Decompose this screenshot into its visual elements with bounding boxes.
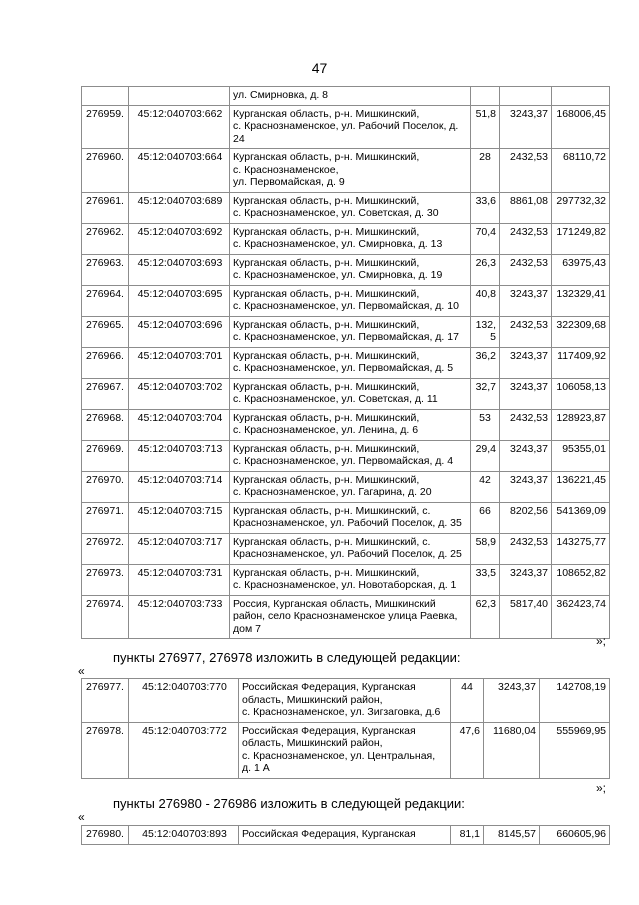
area-cell: 40,8 xyxy=(471,285,500,316)
address-line: с. Краснознаменское, ул. Первомайская, д. 4 xyxy=(233,455,454,467)
address-line: Российская Федерация, Курганская xyxy=(242,724,416,737)
value-cell: 128923,87 xyxy=(552,409,610,440)
price-cell: 2432,53 xyxy=(500,316,552,347)
address-line: Курганская область, р-н. Мишкинский, xyxy=(233,151,420,163)
address-cell xyxy=(230,149,471,193)
value-cell: 63975,43 xyxy=(552,254,610,285)
amendment-paragraph: пункты 276980 - 276986 изложить в следующей редакции: xyxy=(113,796,465,811)
cadastral-number-cell: 45:12:040703:696 xyxy=(129,316,230,347)
cadastral-number-cell xyxy=(129,87,230,106)
address-cell xyxy=(230,223,471,254)
cadastral-number-cell: 45:12:040703:704 xyxy=(129,409,230,440)
address-line: Курганская область, р-н. Мишкинский, с. xyxy=(233,504,431,517)
address-line: область, Мишкинский район, xyxy=(242,737,383,749)
item-number-cell: 276967. xyxy=(82,378,129,409)
value-cell: 68110,72 xyxy=(552,149,610,193)
cadastral-number-cell: 45:12:040703:731 xyxy=(129,564,230,595)
address-cell xyxy=(239,679,451,723)
address-line: Российская Федерация, Курганская xyxy=(242,828,416,840)
address-line: Курганская область, р-н. Мишкинский, xyxy=(233,380,420,393)
cadastral-number-cell: 45:12:040703:664 xyxy=(129,149,230,193)
area-cell xyxy=(471,87,500,106)
cadastral-number-cell: 45:12:040703:695 xyxy=(129,285,230,316)
address-line: с. Краснознаменское, xyxy=(233,163,339,176)
address-cell xyxy=(230,595,471,639)
area-cell: 28 xyxy=(471,149,500,193)
item-number-cell: 276972. xyxy=(82,533,129,564)
cadastral-number-cell: 45:12:040703:662 xyxy=(129,105,230,149)
price-cell: 5817,40 xyxy=(500,595,552,639)
area-cell: 62,3 xyxy=(471,595,500,639)
address-line: с. Краснознаменское, ул. Зигзаговка, д.6 xyxy=(242,706,441,718)
area-cell: 58,9 xyxy=(471,533,500,564)
address-line: Курганская область, р-н. Мишкинский, xyxy=(233,566,420,579)
address-cell xyxy=(230,254,471,285)
closing-quote-mark: »; xyxy=(596,634,607,648)
address-cell xyxy=(230,378,471,409)
table-row xyxy=(82,316,610,347)
address-line: Курганская область, р-н. Мишкинский, xyxy=(233,473,420,486)
price-cell: 2432,53 xyxy=(500,149,552,193)
address-line: Курганская область, р-н. Мишкинский, xyxy=(233,225,420,238)
table-row xyxy=(82,378,610,409)
table-row xyxy=(82,347,610,378)
address-cell xyxy=(230,316,471,347)
address-cell xyxy=(230,347,471,378)
price-cell: 2432,53 xyxy=(500,409,552,440)
table-row xyxy=(82,502,610,533)
table-row xyxy=(82,679,610,723)
value-cell: 555969,95 xyxy=(540,722,610,778)
area-cell: 53 xyxy=(471,409,500,440)
value-cell: 106058,13 xyxy=(552,378,610,409)
cadastral-number-cell: 45:12:040703:693 xyxy=(129,254,230,285)
price-cell xyxy=(500,87,552,106)
item-number-cell xyxy=(82,87,129,106)
address-line: с. Краснознаменское, ул. Первомайская, д. 5 xyxy=(233,362,454,374)
price-cell: 3243,37 xyxy=(500,440,552,471)
address-line: Курганская область, р-н. Мишкинский, xyxy=(233,287,420,300)
address-cell xyxy=(230,285,471,316)
address-cell xyxy=(230,471,471,502)
value-cell: 171249,82 xyxy=(552,223,610,254)
item-number-cell: 276980. xyxy=(82,826,129,845)
address-line: Курганская область, р-н. Мишкинский, xyxy=(233,256,420,269)
area-cell: 70,4 xyxy=(471,223,500,254)
property-table-1 xyxy=(81,86,610,639)
item-number-cell: 276960. xyxy=(82,149,129,193)
opening-quote-mark: « xyxy=(78,664,85,678)
table-row xyxy=(82,254,610,285)
price-cell: 2432,53 xyxy=(500,533,552,564)
address-line: область, Мишкинский район, xyxy=(242,693,383,706)
table-row xyxy=(82,87,610,106)
cadastral-number-cell: 45:12:040703:733 xyxy=(129,595,230,639)
item-number-cell: 276978. xyxy=(82,722,129,778)
table-row xyxy=(82,192,610,223)
table-row xyxy=(82,105,610,149)
address-cell xyxy=(239,826,451,845)
price-cell: 2432,53 xyxy=(500,254,552,285)
cadastral-number-cell: 45:12:040703:715 xyxy=(129,502,230,533)
opening-quote-mark: « xyxy=(78,810,85,824)
address-line: с. Краснознаменское, ул. Центральная, xyxy=(242,749,436,762)
price-cell: 11680,04 xyxy=(484,722,540,778)
property-table-2 xyxy=(81,678,610,779)
cadastral-number-cell: 45:12:040703:714 xyxy=(129,471,230,502)
area-cell: 36,2 xyxy=(471,347,500,378)
table-row xyxy=(82,471,610,502)
value-cell: 541369,09 xyxy=(552,502,610,533)
address-cell xyxy=(230,440,471,471)
area-cell: 81,1 xyxy=(451,826,484,845)
area-cell: 47,6 xyxy=(451,722,484,778)
area-cell: 132, 5 xyxy=(471,316,500,347)
value-cell: 297732,32 xyxy=(552,192,610,223)
value-cell: 132329,41 xyxy=(552,285,610,316)
area-cell: 42 xyxy=(471,471,500,502)
address-line: с. Краснознаменское, ул. Советская, д. 11 xyxy=(233,393,438,405)
address-line: ул. Смирновка, д. 8 xyxy=(233,89,329,101)
price-cell: 3243,37 xyxy=(500,471,552,502)
cadastral-number-cell: 45:12:040703:713 xyxy=(129,440,230,471)
address-line: Курганская область, р-н. Мишкинский, xyxy=(233,318,420,331)
price-cell: 8145,57 xyxy=(484,826,540,845)
table-row xyxy=(82,409,610,440)
address-line: д. 1 А xyxy=(242,762,270,774)
address-line: с. Краснознаменское, ул. Гагарина, д. 20 xyxy=(233,486,432,498)
cadastral-number-cell: 45:12:040703:702 xyxy=(129,378,230,409)
area-cell: 29,4 xyxy=(471,440,500,471)
table-row xyxy=(82,533,610,564)
address-cell xyxy=(230,502,471,533)
address-line: Курганская область, р-н. Мишкинский, xyxy=(233,107,420,120)
cadastral-number-cell: 45:12:040703:701 xyxy=(129,347,230,378)
address-cell xyxy=(230,192,471,223)
address-line: район, село Краснознаменское улица Раевка, xyxy=(233,610,458,622)
item-number-cell: 276973. xyxy=(82,564,129,595)
item-number-cell: 276968. xyxy=(82,409,129,440)
item-number-cell: 276974. xyxy=(82,595,129,639)
address-line: Курганская область, р-н. Мишкинский, xyxy=(233,442,420,455)
address-line: Россия, Курганская область, Мишкинский xyxy=(233,597,436,610)
address-line: ул. Первомайская, д. 9 xyxy=(233,176,345,188)
address-cell xyxy=(239,722,451,778)
item-number-cell: 276965. xyxy=(82,316,129,347)
address-line: с. Краснознаменское, ул. Смирновка, д. 19 xyxy=(233,269,443,281)
address-cell xyxy=(230,105,471,149)
value-cell: 117409,92 xyxy=(552,347,610,378)
address-line: с. Краснознаменское, ул. Первомайская, д. 10 xyxy=(233,300,459,312)
value-cell: 322309,68 xyxy=(552,316,610,347)
address-line: Краснознаменское, ул. Рабочий Поселок, д. 25 xyxy=(233,548,462,560)
area-cell: 32,7 xyxy=(471,378,500,409)
address-line: Краснознаменское, ул. Рабочий Поселок, д. 35 xyxy=(233,517,462,529)
item-number-cell: 276971. xyxy=(82,502,129,533)
address-line: с. Краснознаменское, ул. Советская, д. 30 xyxy=(233,207,439,219)
cadastral-number-cell: 45:12:040703:692 xyxy=(129,223,230,254)
address-line: с. Краснознаменское, ул. Смирновка, д. 13 xyxy=(233,238,443,250)
table-row xyxy=(82,595,610,639)
item-number-cell: 276969. xyxy=(82,440,129,471)
address-line: Российская Федерация, Курганская xyxy=(242,681,416,693)
item-number-cell: 276959. xyxy=(82,105,129,149)
price-cell: 8861,08 xyxy=(500,192,552,223)
table-row xyxy=(82,285,610,316)
price-cell: 2432,53 xyxy=(500,223,552,254)
value-cell: 168006,45 xyxy=(552,105,610,149)
item-number-cell: 276963. xyxy=(82,254,129,285)
table-row xyxy=(82,564,610,595)
closing-quote-mark: »; xyxy=(596,781,607,795)
value-cell: 108652,82 xyxy=(552,564,610,595)
area-cell: 66 xyxy=(471,502,500,533)
address-line: 24 xyxy=(233,132,245,145)
value-cell: 660605,96 xyxy=(540,826,610,845)
item-number-cell: 276966. xyxy=(82,347,129,378)
address-line: с. Краснознаменское, ул. Первомайская, д. 17 xyxy=(233,331,459,343)
cadastral-number-cell: 45:12:040703:689 xyxy=(129,192,230,223)
property-table-3 xyxy=(81,825,610,845)
item-number-cell: 276977. xyxy=(82,679,129,723)
area-cell: 51,8 xyxy=(471,105,500,149)
cadastral-number-cell: 45:12:040703:772 xyxy=(129,722,239,778)
address-line: с. Краснознаменское, ул. Новотаборская, д. 1 xyxy=(233,579,457,591)
page-number: 47 xyxy=(311,60,328,76)
address-line: Курганская область, р-н. Мишкинский, xyxy=(233,194,420,207)
address-line: дом 7 xyxy=(233,622,261,635)
cadastral-number-cell: 45:12:040703:770 xyxy=(129,679,239,723)
address-line: Курганская область, р-н. Мишкинский, с. xyxy=(233,535,431,548)
table-row xyxy=(82,722,610,778)
table-row xyxy=(82,149,610,193)
address-line: Курганская область, р-н. Мишкинский, xyxy=(233,349,420,362)
value-cell: 136221,45 xyxy=(552,471,610,502)
price-cell: 3243,37 xyxy=(500,378,552,409)
address-cell xyxy=(230,564,471,595)
area-cell: 33,6 xyxy=(471,192,500,223)
address-line: Курганская область, р-н. Мишкинский, xyxy=(233,411,420,424)
area-cell: 33,5 xyxy=(471,564,500,595)
value-cell: 143275,77 xyxy=(552,533,610,564)
price-cell: 3243,37 xyxy=(500,347,552,378)
value-cell: 142708,19 xyxy=(540,679,610,723)
price-cell: 3243,37 xyxy=(500,285,552,316)
address-line: с. Краснознаменское, ул. Рабочий Поселок, д. xyxy=(233,120,459,132)
value-cell xyxy=(552,87,610,106)
item-number-cell: 276961. xyxy=(82,192,129,223)
address-cell xyxy=(230,409,471,440)
cadastral-number-cell: 45:12:040703:717 xyxy=(129,533,230,564)
item-number-cell: 276970. xyxy=(82,471,129,502)
area-cell: 44 xyxy=(451,679,484,723)
table-row xyxy=(82,440,610,471)
value-cell: 362423,74 xyxy=(552,595,610,639)
value-cell: 95355,01 xyxy=(552,440,610,471)
price-cell: 8202,56 xyxy=(500,502,552,533)
table-row xyxy=(82,223,610,254)
amendment-paragraph: пункты 276977, 276978 изложить в следующей редакции: xyxy=(113,650,461,665)
item-number-cell: 276962. xyxy=(82,223,129,254)
address-cell xyxy=(230,533,471,564)
price-cell: 3243,37 xyxy=(500,564,552,595)
address-line: с. Краснознаменское, ул. Ленина, д. 6 xyxy=(233,424,419,436)
price-cell: 3243,37 xyxy=(500,105,552,149)
item-number-cell: 276964. xyxy=(82,285,129,316)
address-cell xyxy=(230,87,471,106)
price-cell: 3243,37 xyxy=(484,679,540,723)
cadastral-number-cell: 45:12:040703:893 xyxy=(129,826,239,845)
area-cell: 26,3 xyxy=(471,254,500,285)
table-row xyxy=(82,826,610,845)
